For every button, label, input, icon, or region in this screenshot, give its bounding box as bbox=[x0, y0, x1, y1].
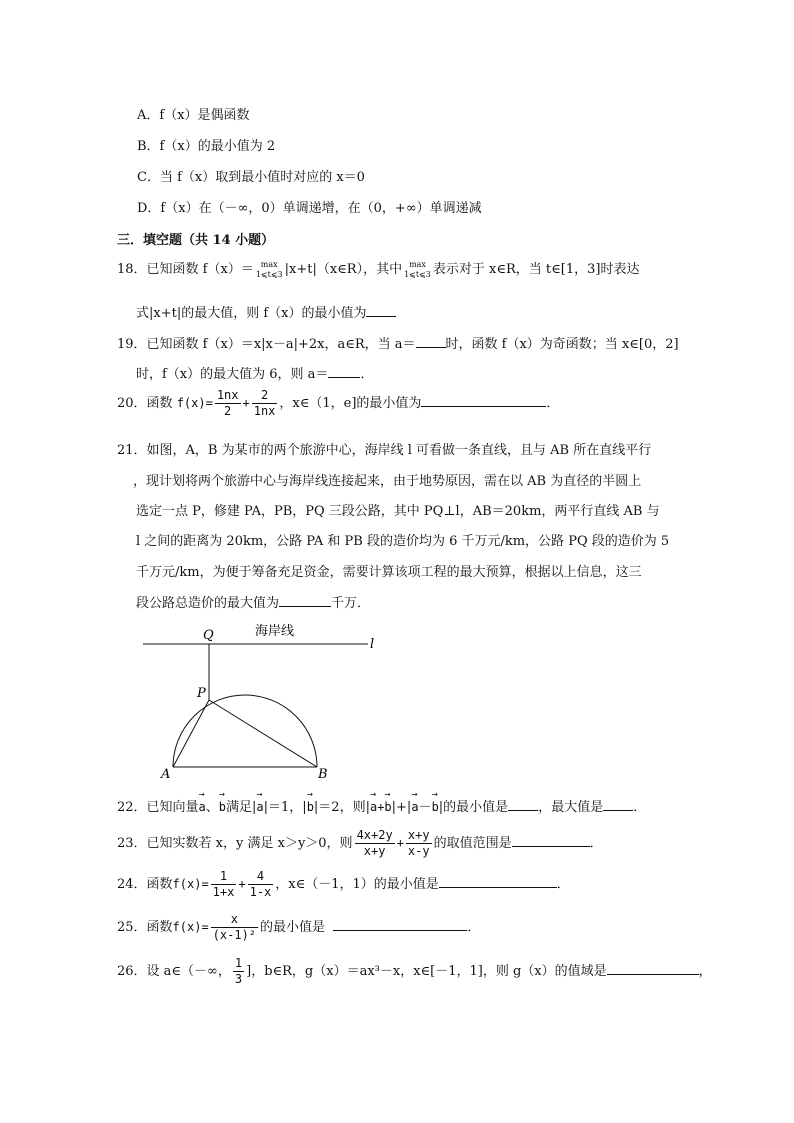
answer-blank bbox=[333, 916, 467, 931]
q23-plus: + bbox=[396, 836, 404, 850]
q22-text-f: |的最小值是 bbox=[438, 800, 509, 815]
point-A-label: A bbox=[161, 767, 171, 782]
q18-max-top: max bbox=[260, 259, 278, 269]
question-24 bbox=[117, 869, 570, 900]
q24-text-b: ，x∈（－1，1）的最小值是 bbox=[275, 877, 439, 892]
point-B-label: B bbox=[318, 767, 328, 782]
q19-text-c: 时，f（x）的最大值为 6，则 a＝ bbox=[136, 367, 329, 382]
answer-blank bbox=[603, 796, 633, 811]
q24-frac-2 bbox=[248, 869, 274, 900]
q23-text-a: 23．已知实数若 x，y 满足 x＞y＞0，则 bbox=[117, 836, 353, 851]
question-21-line5: 千万元/km，为便于筹备充足资金，需要计算该项工程的最大预算，根据以上信息，这三 bbox=[136, 565, 642, 580]
q21-text-b: 千万． bbox=[331, 596, 371, 611]
q24-plus: + bbox=[238, 877, 246, 891]
vector-b: → b bbox=[384, 800, 391, 814]
answer-blank bbox=[508, 796, 538, 811]
q24-frac-2-num: 4 bbox=[248, 869, 274, 885]
q20-frac-2-num: 2 bbox=[252, 388, 278, 404]
q22-text-a: 22．已知向量 bbox=[117, 800, 199, 815]
q22-minus: － bbox=[418, 800, 432, 815]
q22-plus: + bbox=[377, 800, 385, 814]
q25-text-b: 的最小值是 bbox=[260, 920, 326, 935]
q24-frac-1-num: 1 bbox=[211, 869, 237, 885]
question-23 bbox=[117, 828, 603, 859]
q24-text-a: 24．函数 bbox=[117, 877, 173, 892]
question-21-line4: l 之间的距离为 20km，公路 PA 和 PB 段的造价均为 6 千万元/km，公路 PQ 段的造价为 5 bbox=[136, 534, 670, 549]
q24-frac-1-den: 1+x bbox=[212, 885, 235, 899]
q25-frac-num: x bbox=[211, 912, 258, 928]
q22-sep: 、 bbox=[205, 800, 219, 815]
q25-frac bbox=[211, 912, 258, 943]
q22-end: ． bbox=[633, 800, 647, 815]
q20-frac-2-den: 1nx bbox=[253, 404, 276, 418]
q18-max-bot-2: 1⩽t⩽3 bbox=[404, 269, 431, 279]
q24-fx: f(x)= bbox=[172, 877, 209, 891]
question-21-line1: 21．如图，A，B 为某市的两个旅游中心，海岸线 l 可看做一条直线，且与 AB 所在直线平行 bbox=[117, 443, 652, 458]
point-Q-label: Q bbox=[203, 628, 214, 643]
q20-frac-1-den: 2 bbox=[224, 404, 232, 418]
q26-text-a: 26．设 a∈（－∞， bbox=[117, 964, 231, 979]
vector-a: → a bbox=[370, 800, 377, 814]
point-P-label: P bbox=[197, 686, 206, 701]
q22-text-d: |＝2，则| bbox=[313, 800, 370, 815]
section-title: 三．填空题（共 14 小题） bbox=[117, 233, 275, 248]
q23-frac-1-num: 4x+2y bbox=[356, 828, 393, 842]
answer-blank bbox=[439, 873, 557, 888]
q22-text-b: 满足| bbox=[226, 800, 257, 815]
option-a: A．f（x）是偶函数 bbox=[137, 108, 250, 123]
answer-blank bbox=[607, 960, 699, 975]
q19-text-d: ． bbox=[360, 367, 374, 382]
q18-max-top-2: max bbox=[409, 259, 426, 269]
q26-frac-den: 3 bbox=[234, 972, 243, 986]
q22-text-c: |＝1，| bbox=[263, 800, 307, 815]
q25-text-a: 25．函数 bbox=[117, 920, 173, 935]
option-b: B．f（x）的最小值为 2 bbox=[137, 139, 276, 154]
vector-a: → a bbox=[199, 800, 206, 814]
q21-text-a: 段公路总造价的最大值为 bbox=[136, 596, 280, 611]
q18-max-bot: 1⩽t⩽3 bbox=[255, 269, 283, 279]
q26-text-b: ]，b∈R，g（x）＝ax³－x，x∈[－1，1]，则 g（x）的值域是 bbox=[246, 964, 607, 979]
q20-text-a: 20．函数 bbox=[117, 396, 173, 411]
q19-text-b: 时，函数 f（x）为奇函数；当 x∈[0，2] bbox=[445, 337, 679, 352]
question-22 bbox=[117, 796, 646, 815]
option-d: D．f（x）在（－∞，0）单调递增，在（0，+∞）单调递减 bbox=[137, 201, 482, 216]
option-c: C．当 f（x）取到最小值时对应的 x＝0 bbox=[137, 170, 365, 185]
q23-frac-2 bbox=[406, 828, 432, 859]
q23-frac-2-num: x+y bbox=[407, 828, 430, 842]
segment-PB bbox=[209, 700, 317, 767]
q20-fx: f(x)= bbox=[176, 396, 213, 410]
q26-end: ， bbox=[698, 964, 712, 979]
q24-frac-2-den: 1-x bbox=[249, 885, 272, 899]
q20-frac-1-num: 1nx bbox=[216, 388, 239, 402]
segment-PA bbox=[173, 700, 209, 767]
q20-plus: + bbox=[242, 396, 250, 410]
vector-b: → b bbox=[219, 800, 226, 814]
line-l-label: l bbox=[370, 637, 375, 652]
coastline-label: 海岸线 bbox=[255, 624, 295, 639]
vector-b: → b bbox=[307, 800, 314, 814]
question-25 bbox=[117, 912, 480, 943]
q18-text-a: 18．已知函数 f（x）＝ bbox=[117, 262, 254, 277]
q24-end: ． bbox=[556, 877, 570, 892]
q25-end: ． bbox=[467, 920, 481, 935]
question-26 bbox=[117, 956, 712, 987]
q26-frac bbox=[233, 956, 244, 987]
q23-frac-2-den: x-y bbox=[407, 844, 430, 858]
q26-frac-num: 1 bbox=[234, 956, 243, 970]
question-21-line2: ，现计划将两个旅游中心与海岸线连接起来，由于地势原因，需在以 AB 为直径的半圆上 bbox=[133, 474, 642, 489]
q22-text-e: |+| bbox=[391, 800, 412, 815]
q20-text-b: ，x∈（1，e]的最小值为 bbox=[279, 396, 422, 411]
semicircle-arc bbox=[173, 695, 317, 767]
q23-text-b: 的取值范围是 bbox=[433, 836, 512, 851]
vector-a: → a bbox=[411, 800, 418, 814]
q18-text-c: 表示对于 x∈R，当 t∈[1，3]时表达 bbox=[432, 262, 640, 277]
q22-text-g: ，最大值是 bbox=[538, 800, 604, 815]
q23-frac-1-den: x+y bbox=[363, 844, 386, 858]
q23-end: ． bbox=[589, 836, 603, 851]
q18-text-d: 式|x+t|的最大值，则 f（x）的最小值为 bbox=[136, 306, 367, 321]
question-21-line3: 选定一点 P，修建 PA，PB，PQ 三段公路，其中 PQ⊥l，AB＝20km，两平行直线 AB 与 bbox=[136, 504, 660, 519]
q23-frac-1 bbox=[355, 828, 395, 859]
q24-frac-1 bbox=[211, 869, 237, 900]
q20-end: ． bbox=[546, 396, 560, 411]
vector-b: → b bbox=[432, 800, 439, 814]
q25-frac-den: (x-1)² bbox=[212, 928, 257, 942]
q25-fx: f(x)= bbox=[172, 920, 209, 934]
q19-text-a: 19．已知函数 f（x）＝x|x－a|+2x，a∈R，当 a＝ bbox=[117, 337, 416, 352]
q18-text-b: |x+t|（x∈R），其中 bbox=[284, 262, 403, 277]
answer-blank bbox=[512, 832, 590, 847]
vector-a: → a bbox=[256, 800, 263, 814]
